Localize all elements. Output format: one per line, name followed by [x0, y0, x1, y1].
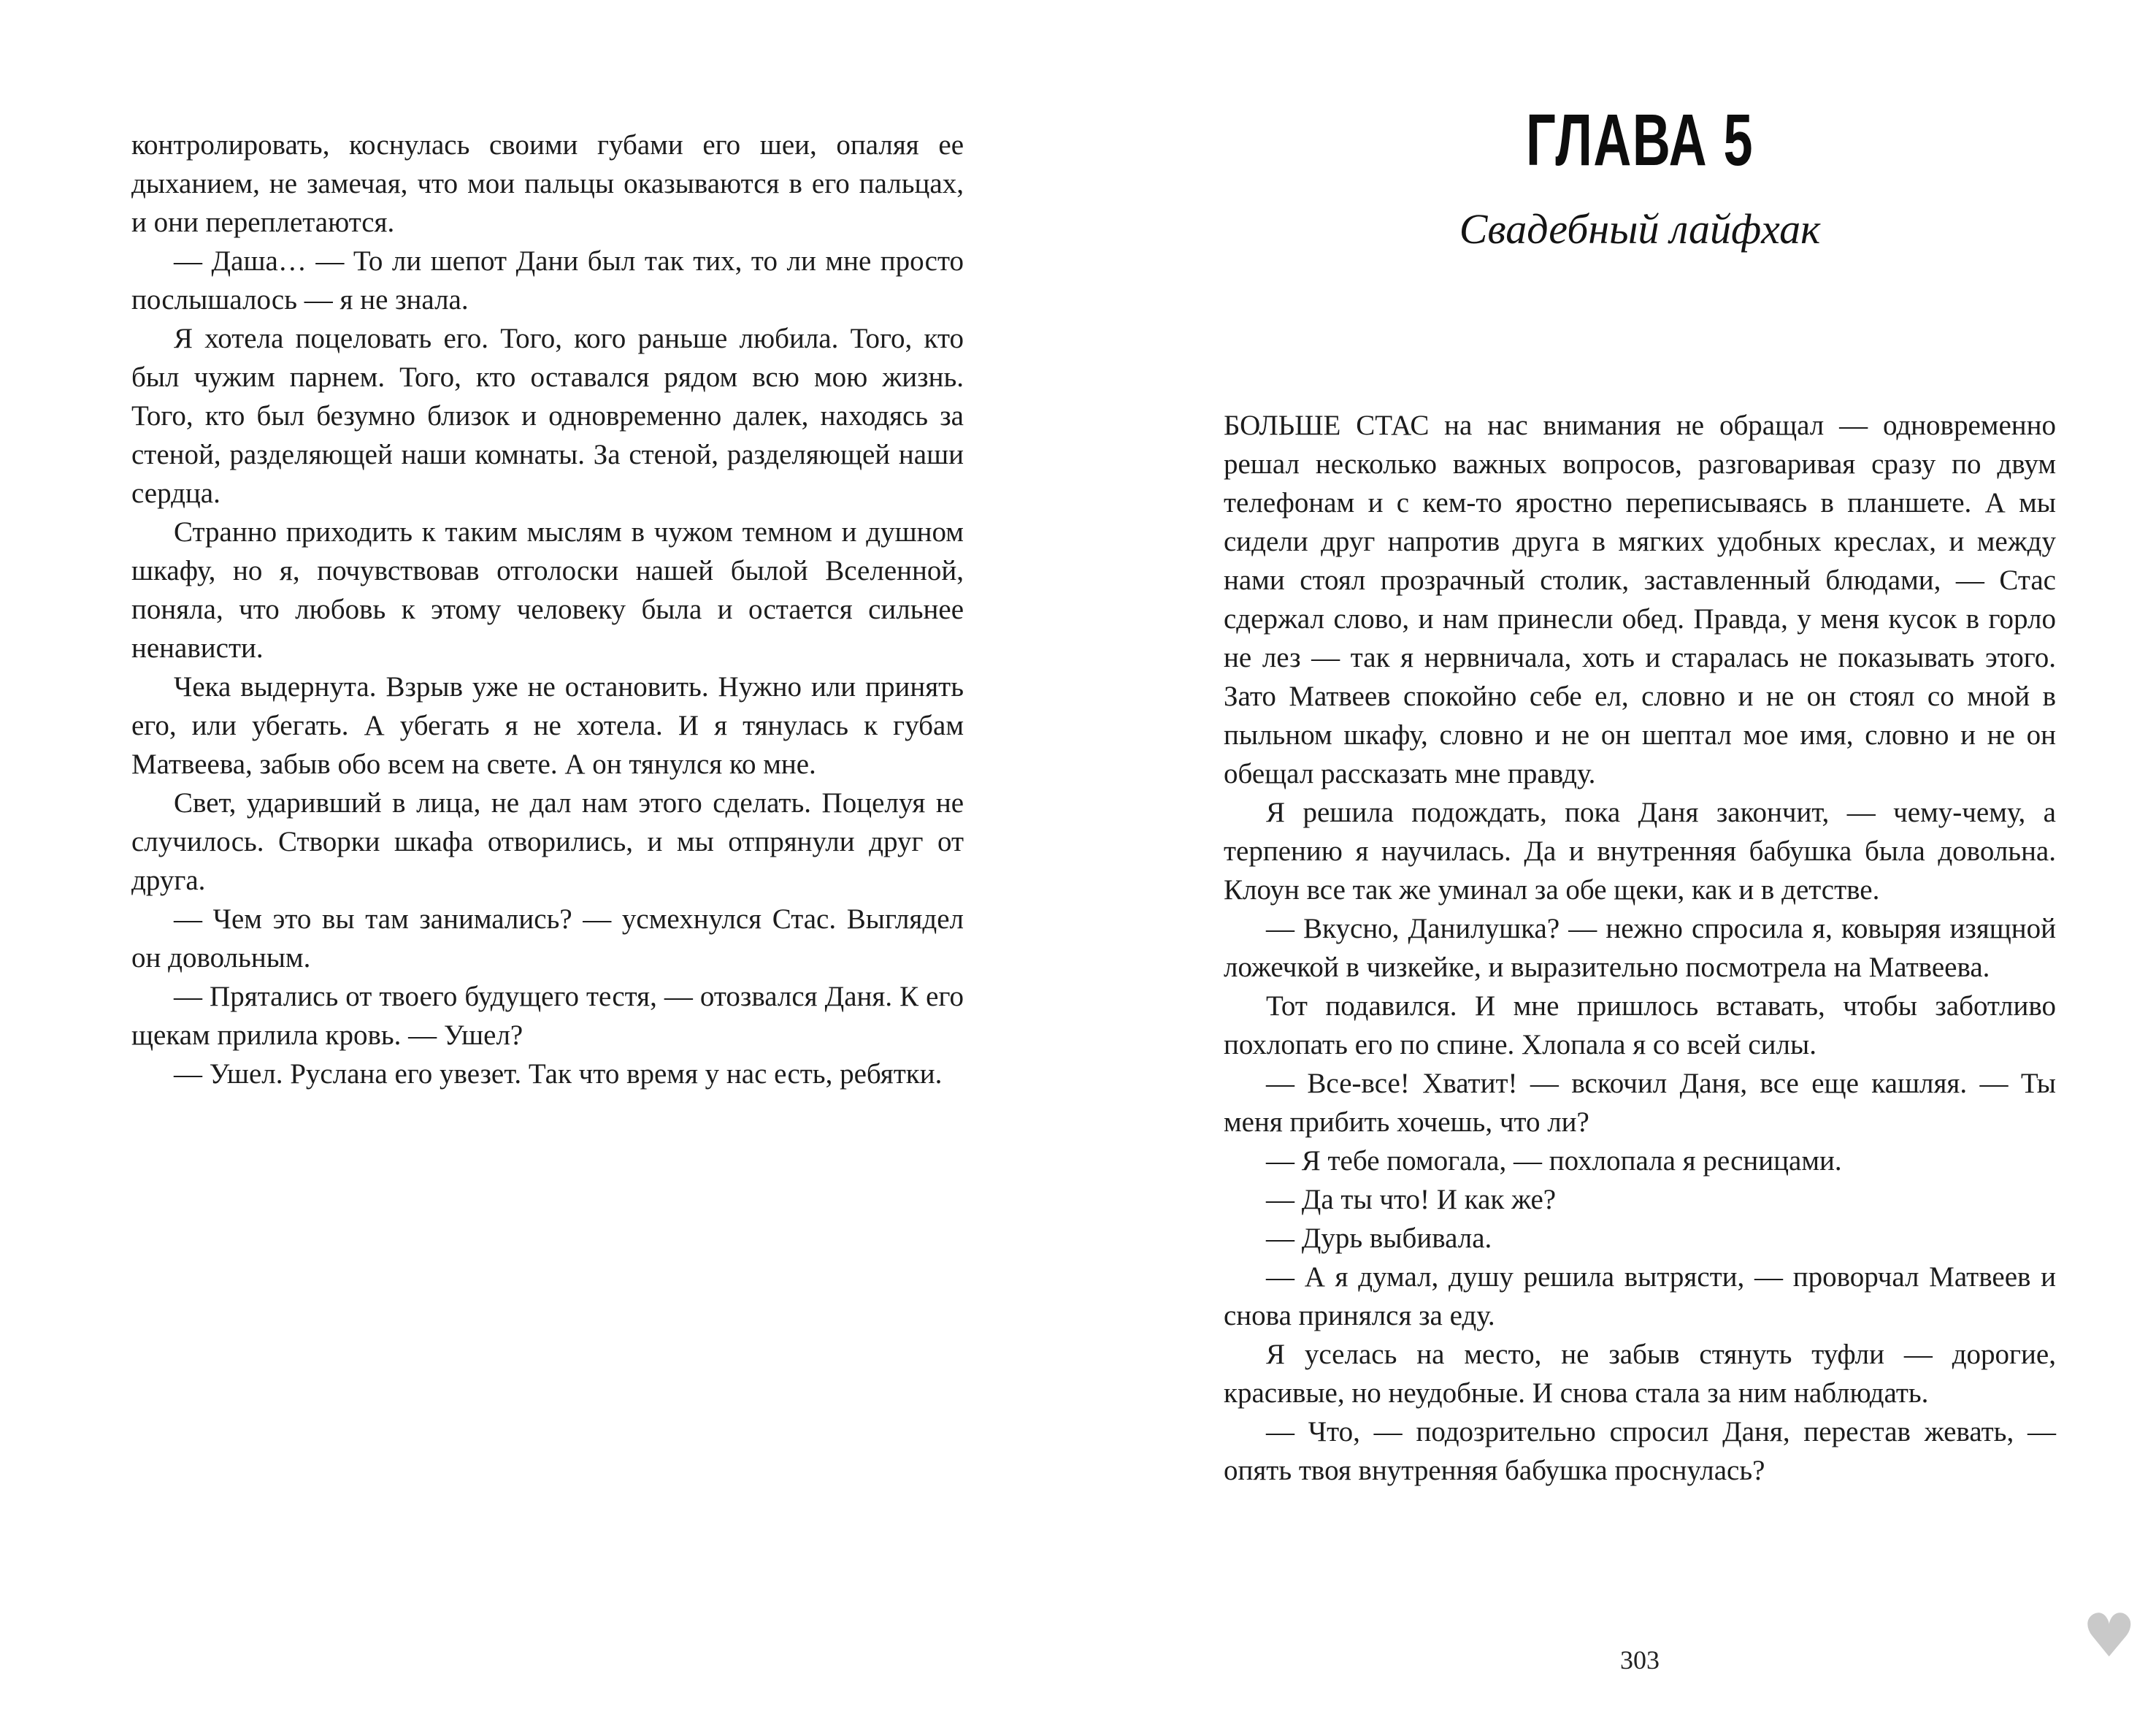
paragraph: — А я думал, душу решила вытрясти, — проворчал Матвеев и снова принялся за еду.	[1224, 1261, 2056, 1331]
paragraph: контролировать, коснулась своими губами его шеи, опаляя ее дыханием, не замечая, что мои пальцы оказываются в его пальцах, и они переплетаются.	[131, 129, 964, 238]
paragraph: — Вкусно, Данилушка? — нежно спросила я, ковыряя изящной ложечкой в чизкейке, и выразительно посмотрела на Матвеева.	[1224, 913, 2056, 983]
paragraph: Я уселась на место, не забыв стянуть туфли — дорогие, красивые, но неудобные. И снова стала за ним наблюдать.	[1224, 1339, 2056, 1409]
left-page-text	[131, 126, 964, 1093]
paragraph: — Что, — подозрительно спросил Даня, перестав жевать, — опять твоя внутренняя бабушка проснулась?	[1224, 1416, 2056, 1486]
paragraph: Странно приходить к таким мыслям в чужом темном и душном шкафу, но я, почувствовав отголоски нашей былой Вселенной, поняла, что любовь к этому человеку была и остается сильнее ненависти.	[131, 516, 964, 664]
paragraph: Я хотела поцеловать его. Того, кого раньше любила. Того, кто был чужим парнем. Того, кто оставался рядом всю мою жизнь. Того, кто был безумно близок и одновременно далек, находясь за стеной, разделяющей наши комнаты. За стеной, разделяющей наши сердца.	[131, 323, 964, 509]
chapter-header	[1224, 99, 2056, 255]
paragraph: — Прятались от твоего будущего тестя, — отозвался Даня. К его щекам прилила кровь. — Ушел?	[131, 981, 964, 1051]
paragraph: — Чем это вы там занимались? — усмехнулся Стас. Выглядел он довольным.	[131, 903, 964, 974]
paragraph: — Все-все! Хватит! — вскочил Даня, все еще кашляя. — Ты меня прибить хочешь, что ли?	[1224, 1068, 2056, 1138]
paragraph: БОЛЬШЕ СТАС на нас внимания не обращал — одновременно решал несколько важных вопросов, разговаривая сразу по двум телефонам и с кем-то яростно переписываясь в планшете. А мы сидели друг напротив друга в мягких удобных креслах, и между нами стоял прозрачный столик, заставленный блюдами, — Стас сдержал слово, и нам принесли обед. Правда, у меня кусок в горло не лез — так я нервничала, хоть и старалась не показывать этого. Зато Матвеев спокойно себе ел, словно и не он стоял со мной в пыльном шкафу, словно и не он шептал мое имя, словно и не он обещал рассказать мне правду.	[1224, 410, 2056, 789]
chapter-subtitle: Свадебный лайфхак	[1459, 205, 1821, 253]
paragraph: — Ушел. Руслана его увезет. Так что время у нас есть, ребятки.	[174, 1058, 943, 1090]
paragraph: — Я тебе помогала, — похлопала я ресницами.	[1266, 1145, 1842, 1177]
page-number: 303	[1620, 1645, 1660, 1675]
paragraph: Чека выдернута. Взрыв уже не остановить. Нужно или принять его, или убегать. А убегать я не хотела. И я тянулась к губам Матвеева, забыв обо всем на свете. А он тянулся ко мне.	[131, 671, 964, 780]
paragraph: — Даша… — То ли шепот Дани был так тих, то ли мне просто послышалось — я не знала.	[131, 245, 964, 315]
paragraph: Тот подавился. И мне пришлось вставать, чтобы заботливо похлопать его по спине. Хлопала я со всей силы.	[1224, 990, 2056, 1060]
heart-icon: ♥	[2082, 1602, 2136, 1671]
paragraph: Свет, ударивший в лица, не дал нам этого сделать. Поцелуя не случилось. Створки шкафа отворились, и мы отпрянули друг от друга.	[131, 787, 964, 896]
right-page-text	[1224, 406, 2056, 1490]
paragraph: Я решила подождать, пока Даня закончит, — чему-чему, а терпению я научилась. Да и внутренняя бабушка была довольна. Клоун все так же уминал за обе щеки, как и в детстве.	[1224, 797, 2056, 906]
paragraph: — Дурь выбивала.	[1266, 1223, 1492, 1254]
chapter-title: ГЛАВА 5	[1525, 99, 1754, 181]
paragraph: — Да ты что! И как же?	[1266, 1184, 1557, 1215]
